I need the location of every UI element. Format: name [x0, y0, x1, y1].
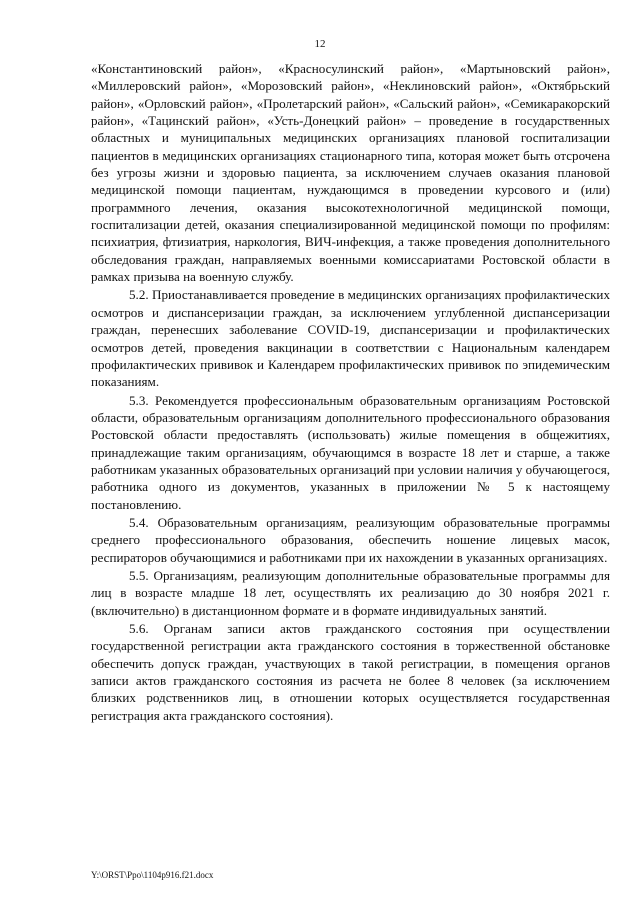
paragraph-5-2: 5.2. Приостанавливается проведение в медицинских организациях профилактических осмотров и диспансеризации граждан, за исключением углубленной диспансеризации граждан, перенесших заболевание COVID-19, диспансеризации и профилактических осмотров детей, проведения вакцинации в соответствии с Национальным календарем профилактических прививок и Календарем профилактических прививок по эпидемическим показаниям.: [91, 287, 610, 390]
paragraph-5-3: 5.3. Рекомендуется профессиональным образовательным организациям Ростовской области, образовательным организациям дополнительного профессионального образования Ростовской области предоставлять (использовать) жилые помещения в общежитиях, принадлежащие таким организациям, обучающимся в возрасте 18 лет и старше, а также работникам указанных образовательных организаций при условии наличия у обучающегося, работника одного из документов, указанных в приложении № 5 к настоящему постановлению.: [91, 392, 611, 512]
paragraph-5-4: 5.4. Образовательным организациям, реализующим образовательные программы среднего профессионального образования, обеспечить ношение лицевых масок, респираторов обучающимися и работниками при их нахождении в указанных организациях.: [91, 514, 610, 565]
file-path-footer: Y:\ORST\Ppo\1104p916.f21.docx: [91, 870, 214, 880]
paragraph-5-6: 5.6. Органам записи актов гражданского состояния при осуществлении государственной регистрации акта гражданского состояния в торжественной обстановке обеспечить допуск граждан, участвующих в такой регистрации, в помещения органов записи актов гражданского состояния из расчета не более 8 человек (за исключением близких родственников лиц, в отношении которых осуществляется государственная регистрация акта гражданского состояния).: [91, 621, 610, 723]
body-text: [91, 60, 610, 724]
paragraph-5-5: 5.5. Организациям, реализующим дополнительные образовательные программы для лиц в возрасте младше 18 лет, осуществлять их реализацию до 30 ноября 2021 г. (включительно) в дистанционном формате и в формате индивидуальных занятий.: [91, 567, 610, 618]
page-number: 12: [314, 38, 326, 50]
paragraph-continuation: «Константиновский район», «Красносулинский район», «Мартыновский район», «Миллеровский район», «Морозовский район», «Неклиновский район», «Октябрьский район», «Орловский район», «Пролетарский район», «Сальский район», «Семикаракорский район», «Тацинский район», «Усть-Донецкий район» – проведение в государственных областных и муниципальных медицинских организациях плановой госпитализации пациентов в медицинских организациях стационарного типа, которая может быть отсрочена без угрозы жизни и здоровью пациента, за исключением случаев оказания плановой медицинской помощи пациентам, нуждающимся в проведении курсового и (или) программного лечения, оказания высокотехнологичной медицинской помощи, госпитализации детей, оказания специализированной медицинской помощи по профилям: психиатрия, фтизиатрия, наркология, ВИЧ-инфекция, а также проведения дополнительного обследования граждан, направляемых военными комиссариатами Ростовской области в рамках призыва на военную службу.: [91, 61, 610, 285]
